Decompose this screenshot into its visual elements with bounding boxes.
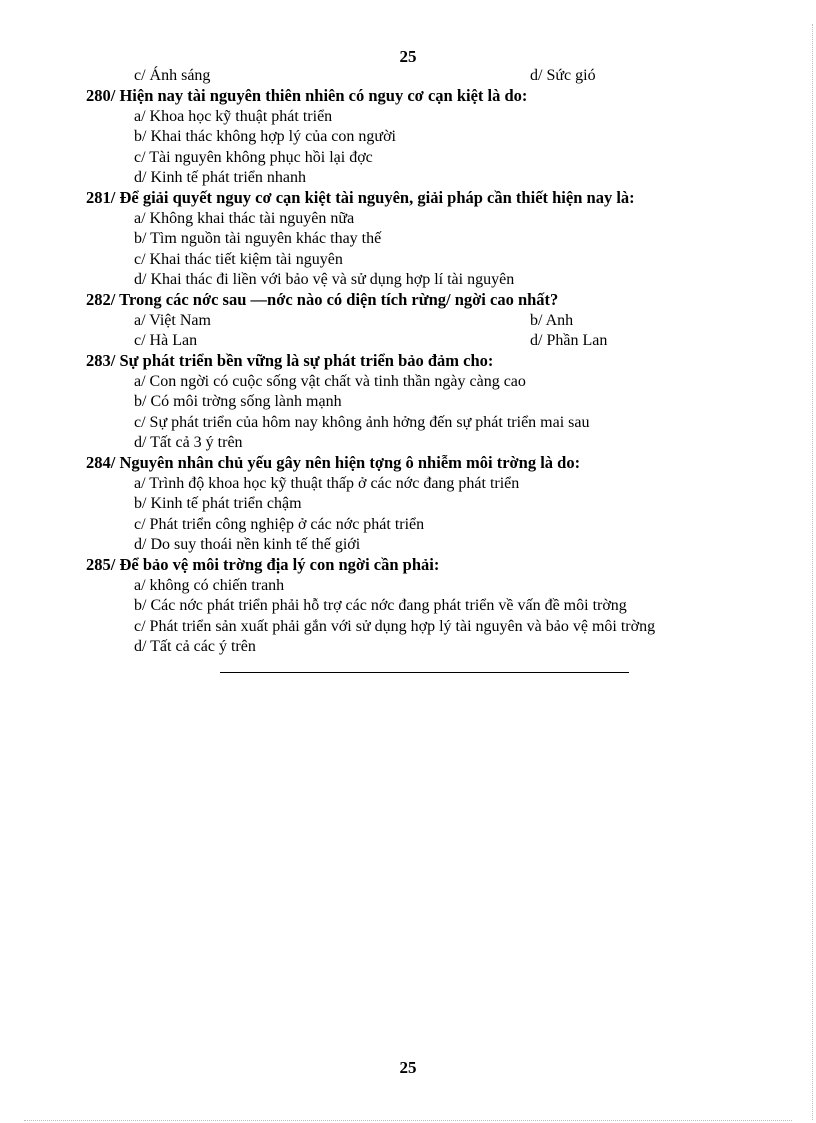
option-283-d: d/ Tất cả 3 ý trên: [134, 434, 243, 452]
option-280-c: c/ Tài nguyên không phục hồi lại đợc: [134, 148, 373, 166]
option-281-c: c/ Khai thác tiết kiệm tài nguyên: [134, 250, 343, 268]
question-284: 284/ Nguyên nhân chủ yếu gây nên hiện tợng ô nhiễm môi trờng là do:: [86, 453, 581, 473]
option-285-a: a/ không có chiến tranh: [134, 576, 285, 594]
question-280: 280/ Hiện nay tài nguyên thiên nhiên có nguy cơ cạn kiệt là do:: [86, 86, 528, 106]
option-281-b: b/ Tìm nguồn tài nguyên khác thay thế: [134, 230, 382, 248]
option-row: [86, 311, 786, 331]
option-285-b: b/ Các nớc phát triển phải hỗ trợ các nớc đang phát triển về vấn đề môi trờng: [134, 597, 627, 615]
page-border-right: [812, 24, 813, 1120]
option-283-a: a/ Con ngời có cuộc sống vật chất và tinh thần ngày càng cao: [134, 372, 526, 390]
question-285: 285/ Để bảo vệ môi trờng địa lý con ngời cần phải:: [86, 555, 440, 575]
option-row: [86, 66, 786, 86]
option-284-a: a/ Trình độ khoa học kỹ thuật thấp ở các nớc đang phát triển: [134, 474, 520, 492]
option-282-c: c/ Hà Lan: [134, 332, 198, 350]
option-281-d: d/ Khai thác đi liền với bảo vệ và sử dụng hợp lí tài nguyên: [134, 270, 515, 288]
option-284-c: c/ Phát triển công nghiệp ở các nớc phát triển: [134, 515, 425, 533]
option-284-b: b/ Kinh tế phát triển chậm: [134, 495, 302, 513]
option-d: d/ Sức gió: [530, 67, 596, 84]
option-285-d: d/ Tất cả các ý trên: [134, 637, 256, 655]
option-284-d: d/ Do suy thoái nền kinh tế thế giới: [134, 535, 361, 553]
option-285-c: c/ Phát triển sản xuất phải gắn với sử dụng hợp lý tài nguyên và bảo vệ môi trờng: [134, 617, 656, 635]
question-list: [86, 66, 786, 657]
option-280-b: b/ Khai thác không hợp lý của con người: [134, 128, 396, 146]
page-number-top: 25: [399, 47, 417, 66]
option-280-d: d/ Kinh tế phát triển nhanh: [134, 168, 306, 186]
option-row: [86, 331, 786, 351]
option-282-a: a/ Việt Nam: [134, 311, 211, 329]
option-283-c: c/ Sự phát triển của hôm nay không ảnh hởng đến sự phát triển mai sau: [134, 413, 590, 431]
option-282-d: d/ Phần Lan: [530, 332, 608, 350]
option-280-a: a/ Khoa học kỹ thuật phát triển: [134, 107, 333, 125]
page-border-bottom: [24, 1120, 792, 1121]
section-divider: [220, 672, 629, 673]
question-283: 283/ Sự phát triển bền vững là sự phát triển bảo đảm cho:: [86, 351, 494, 371]
option-282-b: b/ Anh: [530, 311, 574, 329]
question-281: 281/ Để giải quyết nguy cơ cạn kiệt tài nguyên, giải pháp cần thiết hiện nay là:: [86, 188, 635, 208]
option-c: c/ Ánh sáng: [134, 67, 211, 84]
page-number-bottom: 25: [399, 1058, 417, 1077]
question-282: 282/ Trong các nớc sau —nớc nào có diện tích rừng/ ngời cao nhất?: [86, 290, 559, 310]
option-281-a: a/ Không khai thác tài nguyên nữa: [134, 209, 355, 227]
option-283-b: b/ Có môi trờng sống lành mạnh: [134, 393, 342, 411]
